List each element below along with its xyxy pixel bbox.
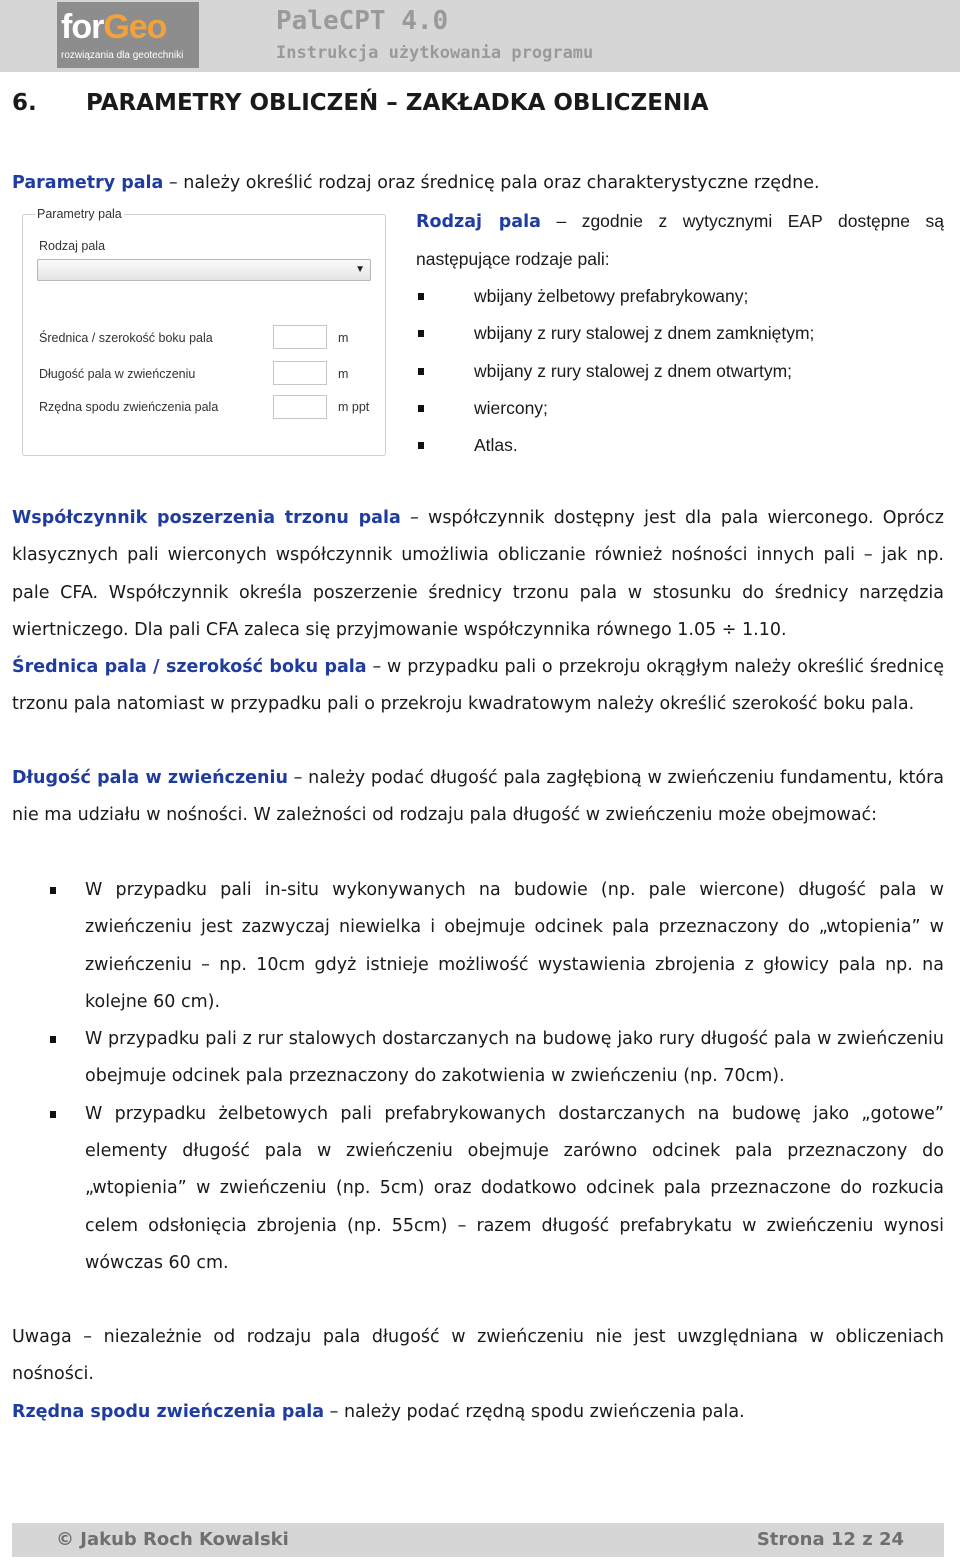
bullet-icon (50, 1111, 56, 1118)
bullet-icon (418, 330, 424, 337)
cap-level-text: – należy podać rzędną spodu zwieńczenia pala. (324, 1402, 745, 1422)
pile-type-label: Rodzaj pala (39, 239, 106, 253)
document-subtitle: Instrukcja użytkowania programu (276, 43, 594, 63)
bullet-icon (50, 887, 56, 894)
logo-tagline: rozwiązania dla geotechniki (61, 50, 184, 61)
cap-level-unit: m ppt (338, 400, 370, 414)
widening-term: Współczynnik poszerzenia trzonu pala (12, 508, 401, 528)
bullet-icon (50, 1036, 56, 1043)
footer-author: © Jakub Roch Kowalski (56, 1529, 289, 1550)
logo-text-for: for (61, 8, 104, 46)
cap-length-paragraph (12, 760, 944, 835)
panel-group-title: Parametry pala (37, 207, 122, 221)
cap-length-unit: m (338, 367, 349, 381)
cap-length-input[interactable] (273, 361, 327, 385)
bullet-icon (418, 293, 424, 300)
section-heading (12, 90, 709, 116)
diameter-text: – w przypadku pali o przekroju okrągłym należy określić średnicę trzonu pala natomiast w przypadku pali o przekroju kwadratowym należy określić szerokość boku pala. (12, 657, 944, 715)
diameter-unit: m (338, 331, 349, 345)
widening-text: – współczynnik dostępny jest dla pala wierconego. Oprócz klasycznych pali wierconych współczynnik umożliwia obliczanie również nośności innych pali – jak np. pale CFA. Współczynnik określa poszerzenie średnicy trzonu pala w stosunku do średnicy narzędzia wiertniczego. Dla pali CFA zaleca się przyjmowanie współczynnika równego 1.05 ÷ 1.10. (12, 508, 944, 640)
diameter-term: Średnica pala / szerokość boku pala (12, 657, 367, 677)
note-paragraph: Uwaga – niezależnie od rodzaju pala długość w zwieńczeniu nie jest uwzględniana w obliczeniach nośności. (12, 1327, 944, 1385)
pile-type-list (416, 278, 814, 464)
intro-paragraph (12, 165, 944, 202)
list-item: W przypadku pali z rur stalowych dostarczanych na budowę jako rury długość pala w zwieńczeniu obejmuje odcinek pala przeznaczony do zakotwienia w zwieńczeniu (np. 70cm). (12, 1021, 944, 1096)
pile-type-dropdown[interactable] (37, 259, 371, 281)
cap-level-term: Rzędna spodu zwieńczenia pala (12, 1402, 325, 1422)
pile-parameters-panel (22, 207, 386, 456)
cap-level-input[interactable] (273, 395, 327, 419)
intro-term: Parametry pala (12, 173, 164, 193)
list-item: wbijany z rury stalowej z dnem otwartym; (416, 353, 814, 390)
bullet-icon (418, 405, 424, 412)
list-item: wbijany z rury stalowej z dnem zamkniętym; (416, 315, 814, 352)
list-item: wiercony; (416, 390, 814, 427)
logo-text-geo: Geo (103, 8, 167, 46)
list-item: W przypadku żelbetowych pali prefabrykowanych dostarczanych na budowę jako „gotowe” elementy długość pala w zwieńczeniu obejmuje zarówno odcinek pala przeznaczony do „wtopienia” w zwieńczeniu (np. 5cm) oraz dodatkowo odcinek pala przeznaczone do rozkucia celem odsłonięcia zbrojenia (np. 55cm) – razem długość prefabrykatu w zwieńczeniu wynosi wówczas 60 cm. (12, 1096, 944, 1282)
diameter-label: Średnica / szerokość boku pala (39, 331, 213, 345)
diameter-input[interactable] (273, 325, 327, 349)
cap-length-term: Długość pala w zwieńczeniu (12, 768, 288, 788)
list-item: wbijany żelbetowy prefabrykowany; (416, 278, 814, 315)
cap-length-list (12, 872, 944, 1282)
document-title: PaleCPT 4.0 (276, 6, 449, 36)
cap-length-label: Długość pala w zwieńczeniu (39, 367, 196, 381)
list-item: Atlas. (416, 427, 814, 464)
pile-type-text: – zgodnie z wytycznymi EAP dostępne są następujące rodzaje pali: (416, 211, 944, 270)
diameter-paragraph (12, 649, 944, 724)
page-footer (12, 1523, 944, 1557)
list-item: W przypadku pali in-situ wykonywanych na budowie (np. pale wiercone) długość pala w zwieńczeniu jest zazwyczaj niewielka i obejmuje odcinek pala przeznaczony do „wtopienia” w zwieńczeniu – np. 10cm gdyż istnieje możliwość wystawienia zbrojenia z głowicy pala np. na kolejne 60 cm). (12, 872, 944, 1021)
footer-page-number: Strona 12 z 24 (756, 1529, 904, 1550)
page-header (0, 0, 960, 72)
forgeo-logo (57, 2, 199, 68)
pile-type-term: Rodzaj pala (416, 212, 541, 232)
bullet-icon (418, 442, 424, 449)
section-number: 6. (12, 90, 37, 116)
pile-type-paragraph (416, 203, 944, 279)
widening-paragraph (12, 500, 944, 649)
cap-level-paragraph (12, 1394, 944, 1431)
bullet-icon (418, 368, 424, 375)
cap-level-label: Rzędna spodu zwieńczenia pala (39, 400, 219, 414)
chevron-down-icon: ▼ (355, 264, 365, 275)
section-title: PARAMETRY OBLICZEŃ – ZAKŁADKA OBLICZENIA (86, 90, 709, 116)
intro-text: – należy określić rodzaj oraz średnicę pala oraz charakterystyczne rzędne. (163, 173, 820, 193)
cap-length-text: – należy podać długość pala zagłębioną w zwieńczeniu fundamentu, która nie ma udziału w nośności. W zależności od rodzaju pala długość w zwieńczeniu może obejmować: (12, 768, 944, 826)
